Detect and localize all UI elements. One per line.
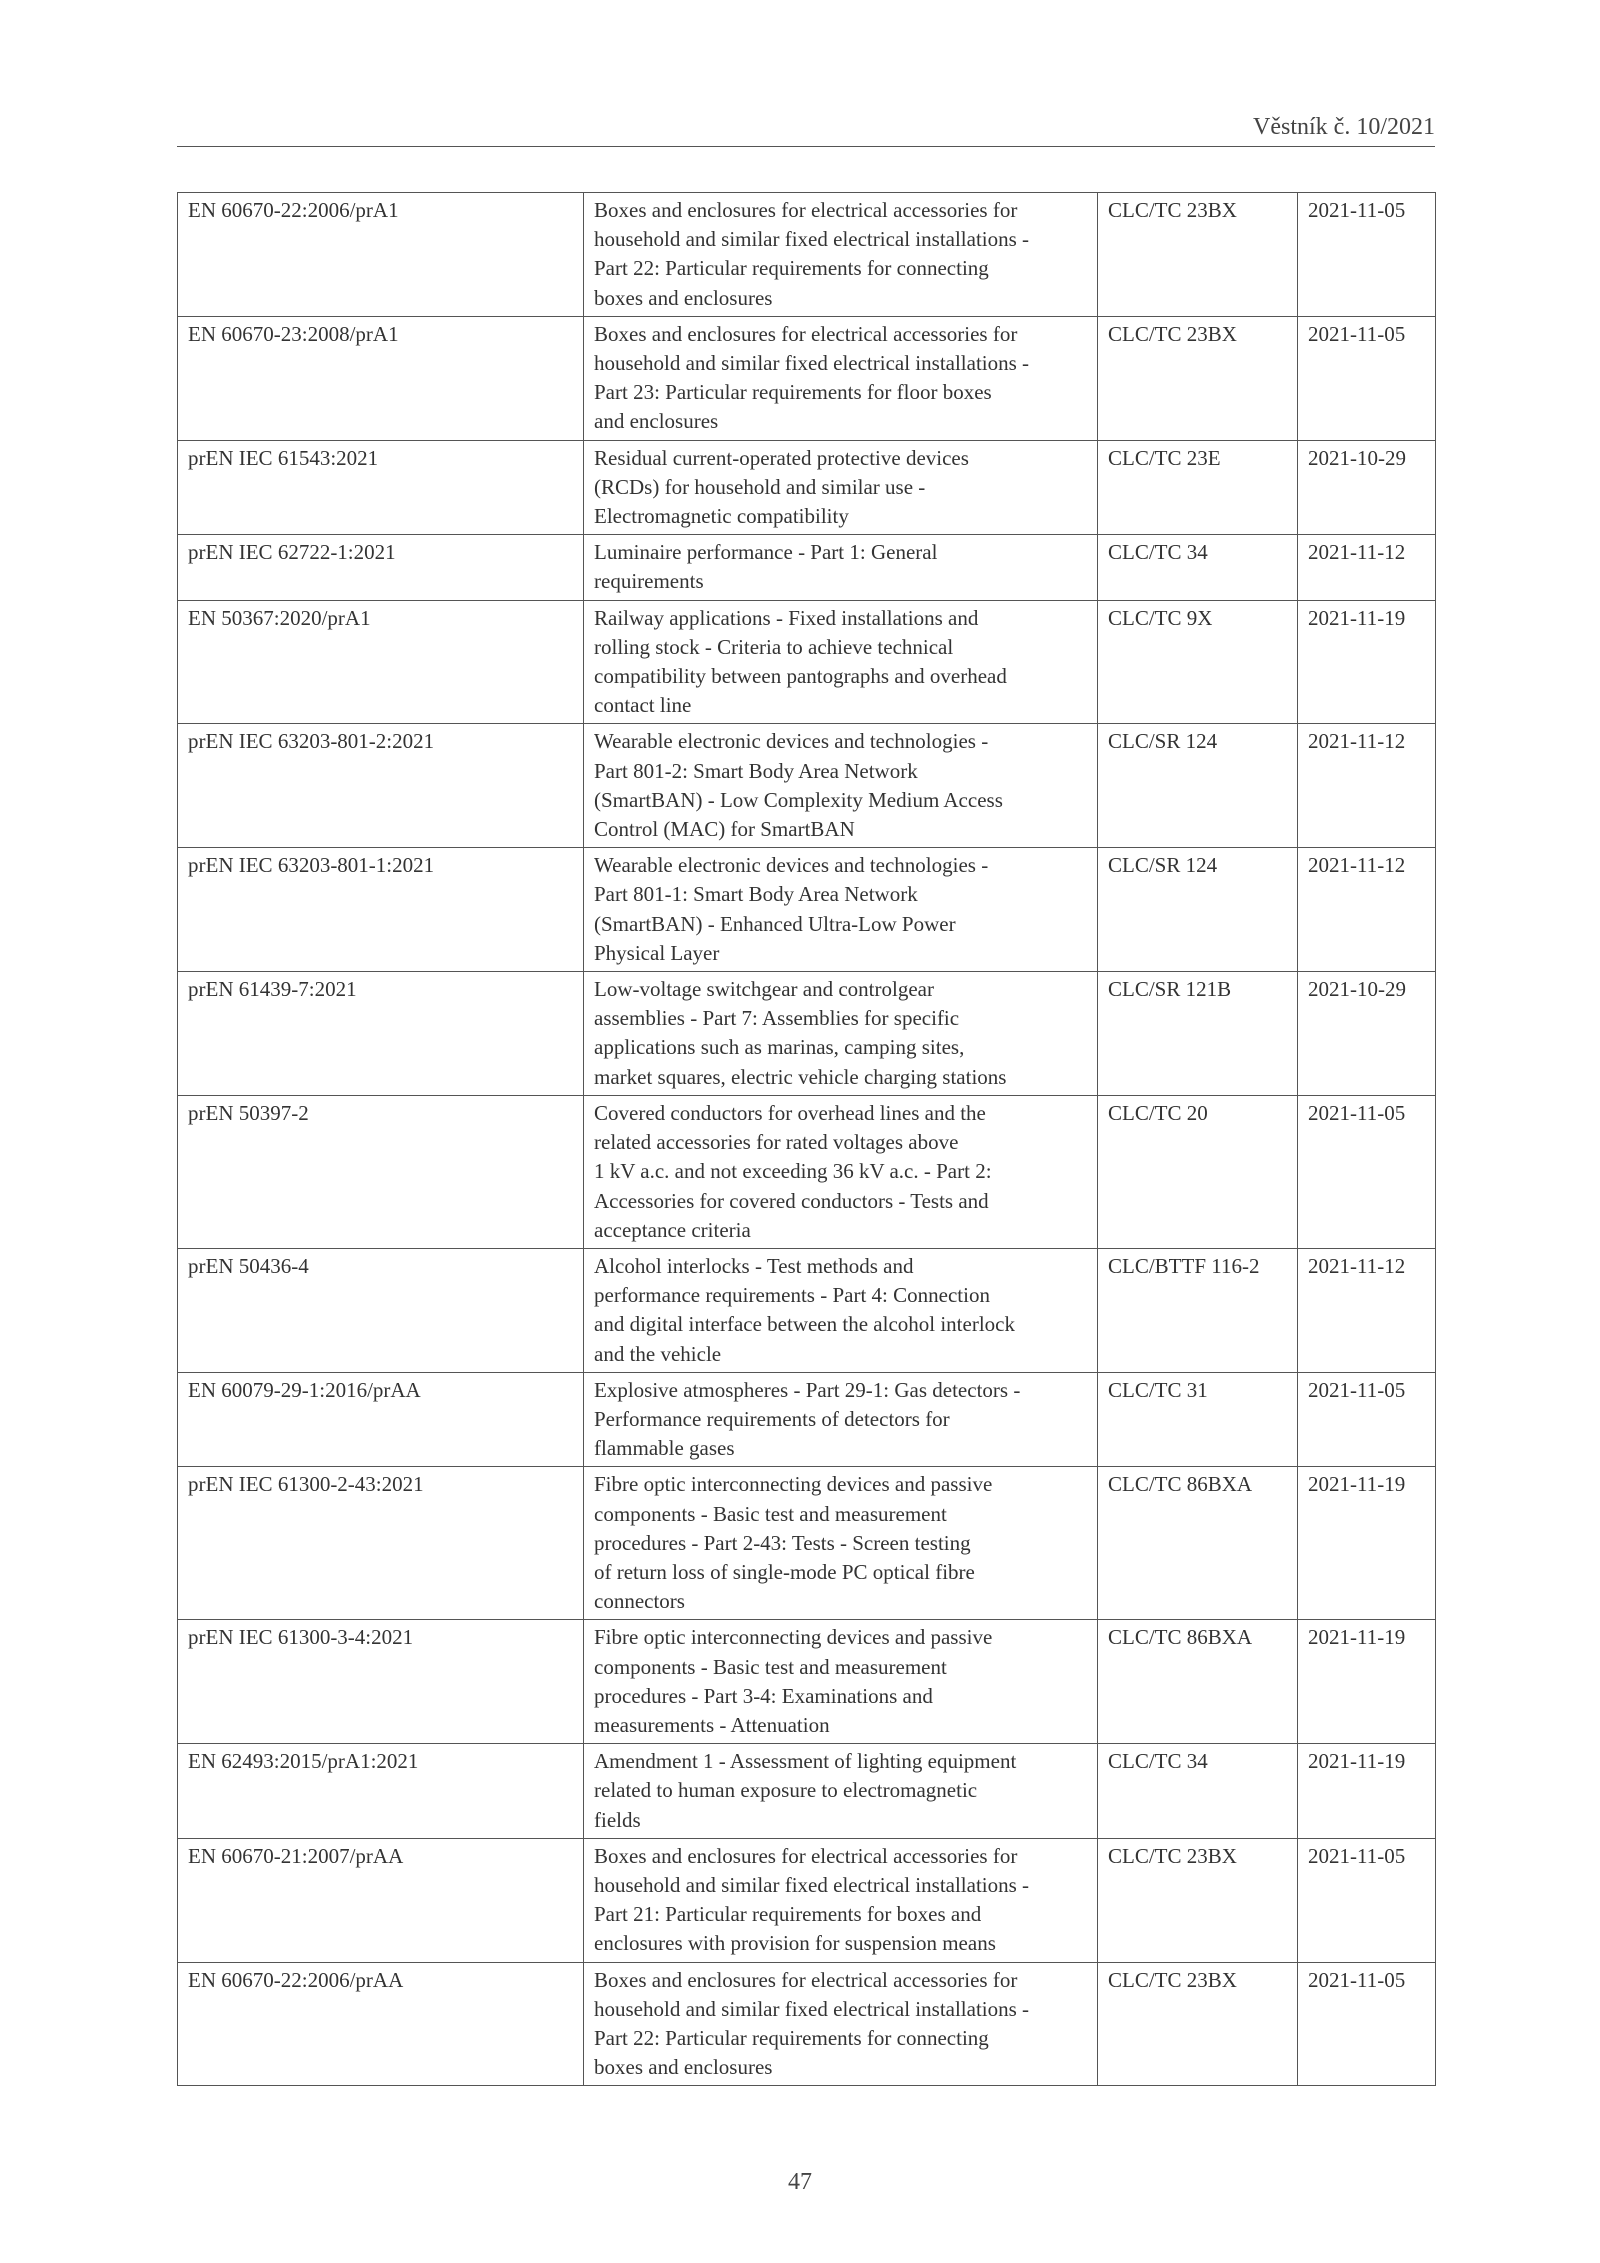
- technical-committee-cell: CLC/TC 9X: [1098, 600, 1298, 724]
- standard-title-line: Part 801-1: Smart Body Area Network: [594, 882, 918, 907]
- standard-code-cell: EN 60670-23:2008/prA1: [178, 316, 584, 440]
- deadline-date-cell: 2021-11-05: [1298, 1962, 1436, 2086]
- table-row: [178, 1248, 1436, 1372]
- standard-title-line: acceptance criteria: [594, 1217, 751, 1242]
- standard-title-cell: [584, 440, 1098, 535]
- standards-table-body: [178, 193, 1436, 2086]
- standard-code-cell: prEN IEC 62722-1:2021: [178, 535, 584, 600]
- deadline-date-cell: 2021-11-19: [1298, 600, 1436, 724]
- standard-title-line: Amendment 1 - Assessment of lighting equipment: [594, 1749, 1017, 1774]
- standard-code-cell: EN 60670-22:2006/prAA: [178, 1962, 584, 2086]
- technical-committee-cell: CLC/TC 34: [1098, 535, 1298, 600]
- standard-title-line: Performance requirements of detectors for: [594, 1406, 950, 1431]
- technical-committee-cell: CLC/TC 23BX: [1098, 193, 1298, 317]
- standard-title-cell: [584, 1744, 1098, 1839]
- standard-title-line: Low-voltage switchgear and controlgear: [594, 977, 934, 1002]
- standard-title-cell: [584, 600, 1098, 724]
- standard-title-line: related to human exposure to electromagnetic: [594, 1778, 978, 1803]
- table-row: [178, 600, 1436, 724]
- technical-committee-cell: CLC/TC 23BX: [1098, 316, 1298, 440]
- standard-title-line: flammable gases: [594, 1436, 735, 1461]
- table-row: [178, 1962, 1436, 2086]
- standard-title-line: applications such as marinas, camping sites,: [594, 1035, 965, 1060]
- technical-committee-cell: CLC/TC 86BXA: [1098, 1467, 1298, 1620]
- standard-title-line: market squares, electric vehicle charging stations: [594, 1064, 1007, 1089]
- deadline-date-cell: 2021-11-12: [1298, 535, 1436, 600]
- standard-title-line: boxes and enclosures: [594, 2055, 773, 2080]
- standard-title-line: Part 22: Particular requirements for connecting: [594, 256, 989, 281]
- standard-title-line: (SmartBAN) - Enhanced Ultra-Low Power: [594, 911, 956, 936]
- standard-title-line: household and similar fixed electrical installations -: [594, 1872, 1030, 1897]
- technical-committee-cell: CLC/TC 31: [1098, 1372, 1298, 1467]
- standard-title-line: Fibre optic interconnecting devices and passive: [594, 1472, 993, 1497]
- standard-title-line: requirements: [594, 569, 704, 594]
- standard-title-line: Covered conductors for overhead lines and the: [594, 1100, 986, 1125]
- deadline-date-cell: 2021-11-05: [1298, 1372, 1436, 1467]
- table-row: [178, 193, 1436, 317]
- standard-title-line: Accessories for covered conductors - Tests and: [594, 1188, 989, 1213]
- technical-committee-cell: CLC/BTTF 116-2: [1098, 1248, 1298, 1372]
- standard-title-line: Luminaire performance - Part 1: General: [594, 540, 938, 565]
- standard-title-line: compatibility between pantographs and overhead: [594, 664, 1007, 689]
- table-row: [178, 535, 1436, 600]
- deadline-date-cell: 2021-10-29: [1298, 972, 1436, 1096]
- standard-title-line: enclosures with provision for suspension means: [594, 1931, 996, 1956]
- standard-title-line: Electromagnetic compatibility: [594, 504, 849, 529]
- standard-code-cell: prEN 50397-2: [178, 1095, 584, 1248]
- technical-committee-cell: CLC/SR 121B: [1098, 972, 1298, 1096]
- standard-title-cell: [584, 1248, 1098, 1372]
- standard-title-cell: [584, 972, 1098, 1096]
- table-row: [178, 724, 1436, 848]
- standard-code-cell: prEN 61439-7:2021: [178, 972, 584, 1096]
- journal-issue-label: Věstník č. 10/2021: [1253, 114, 1435, 140]
- deadline-date-cell: 2021-11-05: [1298, 1838, 1436, 1962]
- standard-title-line: Part 23: Particular requirements for floor boxes: [594, 380, 992, 405]
- deadline-date-cell: 2021-11-12: [1298, 724, 1436, 848]
- standard-code-cell: EN 60079-29-1:2016/prAA: [178, 1372, 584, 1467]
- standard-code-cell: EN 60670-21:2007/prAA: [178, 1838, 584, 1962]
- standard-title-line: Wearable electronic devices and technologies -: [594, 729, 989, 754]
- standard-title-line: procedures - Part 3-4: Examinations and: [594, 1683, 933, 1708]
- deadline-date-cell: 2021-11-19: [1298, 1620, 1436, 1744]
- standard-title-line: components - Basic test and measurement: [594, 1654, 947, 1679]
- deadline-date-cell: 2021-11-19: [1298, 1744, 1436, 1839]
- table-row: [178, 972, 1436, 1096]
- standard-title-line: Residual current-operated protective devices: [594, 445, 969, 470]
- table-row: [178, 440, 1436, 535]
- standard-code-cell: prEN IEC 63203-801-1:2021: [178, 848, 584, 972]
- table-row: [178, 1838, 1436, 1962]
- standard-code-cell: prEN IEC 63203-801-2:2021: [178, 724, 584, 848]
- technical-committee-cell: CLC/TC 86BXA: [1098, 1620, 1298, 1744]
- technical-committee-cell: CLC/TC 23E: [1098, 440, 1298, 535]
- standard-code-cell: EN 50367:2020/prA1: [178, 600, 584, 724]
- running-header: [177, 112, 1435, 147]
- deadline-date-cell: 2021-10-29: [1298, 440, 1436, 535]
- standard-title-cell: [584, 1962, 1098, 2086]
- deadline-date-cell: 2021-11-12: [1298, 1248, 1436, 1372]
- standard-title-line: Boxes and enclosures for electrical accessories for: [594, 198, 1018, 222]
- standard-title-line: Boxes and enclosures for electrical accessories for: [594, 321, 1018, 346]
- deadline-date-cell: 2021-11-05: [1298, 1095, 1436, 1248]
- standard-title-line: fields: [594, 1807, 641, 1832]
- standard-code-cell: EN 62493:2015/prA1:2021: [178, 1744, 584, 1839]
- standard-title-line: Part 22: Particular requirements for connecting: [594, 2025, 989, 2050]
- table-row: [178, 1620, 1436, 1744]
- standard-title-cell: [584, 193, 1098, 317]
- standard-title-line: procedures - Part 2-43: Tests - Screen testing: [594, 1530, 971, 1555]
- standard-title-line: connectors: [594, 1589, 685, 1614]
- standard-title-line: components - Basic test and measurement: [594, 1501, 947, 1526]
- deadline-date-cell: 2021-11-19: [1298, 1467, 1436, 1620]
- standard-title-line: Boxes and enclosures for electrical accessories for: [594, 1967, 1018, 1992]
- standard-title-line: and the vehicle: [594, 1341, 722, 1366]
- standard-title-line: Explosive atmospheres - Part 29-1: Gas detectors -: [594, 1377, 1021, 1402]
- technical-committee-cell: CLC/SR 124: [1098, 724, 1298, 848]
- standard-title-line: boxes and enclosures: [594, 285, 773, 310]
- standard-title-line: household and similar fixed electrical installations -: [594, 351, 1030, 376]
- standards-table: [177, 192, 1436, 2086]
- standard-title-line: household and similar fixed electrical installations -: [594, 227, 1030, 252]
- standard-code-cell: prEN IEC 61300-3-4:2021: [178, 1620, 584, 1744]
- technical-committee-cell: CLC/TC 23BX: [1098, 1838, 1298, 1962]
- standard-title-line: household and similar fixed electrical installations -: [594, 1996, 1030, 2021]
- standard-title-line: Physical Layer: [594, 940, 720, 965]
- table-row: [178, 1744, 1436, 1839]
- standard-title-line: related accessories for rated voltages above: [594, 1130, 959, 1155]
- technical-committee-cell: CLC/TC 20: [1098, 1095, 1298, 1248]
- standard-code-cell: prEN 50436-4: [178, 1248, 584, 1372]
- technical-committee-cell: CLC/TC 34: [1098, 1744, 1298, 1839]
- table-row: [178, 848, 1436, 972]
- standard-code-cell: prEN IEC 61543:2021: [178, 440, 584, 535]
- standard-title-line: rolling stock - Criteria to achieve technical: [594, 634, 954, 659]
- standard-title-line: Railway applications - Fixed installations and: [594, 605, 979, 630]
- deadline-date-cell: 2021-11-12: [1298, 848, 1436, 972]
- standard-title-line: Alcohol interlocks - Test methods and: [594, 1253, 914, 1278]
- standard-title-cell: [584, 535, 1098, 600]
- standard-title-line: (SmartBAN) - Low Complexity Medium Access: [594, 787, 1003, 812]
- standard-title-line: of return loss of single-mode PC optical fibre: [594, 1559, 975, 1584]
- standard-code-cell: EN 60670-22:2006/prA1: [178, 193, 584, 317]
- standard-title-line: Fibre optic interconnecting devices and passive: [594, 1625, 993, 1650]
- technical-committee-cell: CLC/TC 23BX: [1098, 1962, 1298, 2086]
- deadline-date-cell: 2021-11-05: [1298, 316, 1436, 440]
- technical-committee-cell: CLC/SR 124: [1098, 848, 1298, 972]
- deadline-date-cell: 2021-11-05: [1298, 193, 1436, 317]
- standard-title-cell: [584, 1372, 1098, 1467]
- table-row: [178, 316, 1436, 440]
- standard-title-line: and enclosures: [594, 409, 719, 434]
- standard-code-cell: prEN IEC 61300-2-43:2021: [178, 1467, 584, 1620]
- table-row: [178, 1467, 1436, 1620]
- table-row: [178, 1095, 1436, 1248]
- standard-title-line: Wearable electronic devices and technologies -: [594, 853, 989, 878]
- standard-title-cell: [584, 848, 1098, 972]
- standard-title-line: assemblies - Part 7: Assemblies for specific: [594, 1006, 960, 1031]
- page-number: 47: [788, 2169, 812, 2195]
- standard-title-cell: [584, 724, 1098, 848]
- standard-title-line: performance requirements - Part 4: Connection: [594, 1283, 990, 1308]
- standard-title-line: Part 21: Particular requirements for boxes and: [594, 1902, 982, 1927]
- standard-title-line: Control (MAC) for SmartBAN: [594, 817, 855, 842]
- standard-title-line: and digital interface between the alcohol interlock: [594, 1312, 1015, 1337]
- standard-title-cell: [584, 1838, 1098, 1962]
- table-row: [178, 1372, 1436, 1467]
- standard-title-line: Boxes and enclosures for electrical accessories for: [594, 1843, 1018, 1868]
- standard-title-cell: [584, 1467, 1098, 1620]
- standard-title-line: 1 kV a.c. and not exceeding 36 kV a.c. - Part 2:: [594, 1159, 992, 1184]
- standard-title-line: measurements - Attenuation: [594, 1712, 830, 1737]
- standard-title-line: Part 801-2: Smart Body Area Network: [594, 758, 918, 783]
- standard-title-cell: [584, 316, 1098, 440]
- standard-title-cell: [584, 1620, 1098, 1744]
- standard-title-cell: [584, 1095, 1098, 1248]
- standard-title-line: contact line: [594, 693, 692, 718]
- standard-title-line: (RCDs) for household and similar use -: [594, 474, 926, 499]
